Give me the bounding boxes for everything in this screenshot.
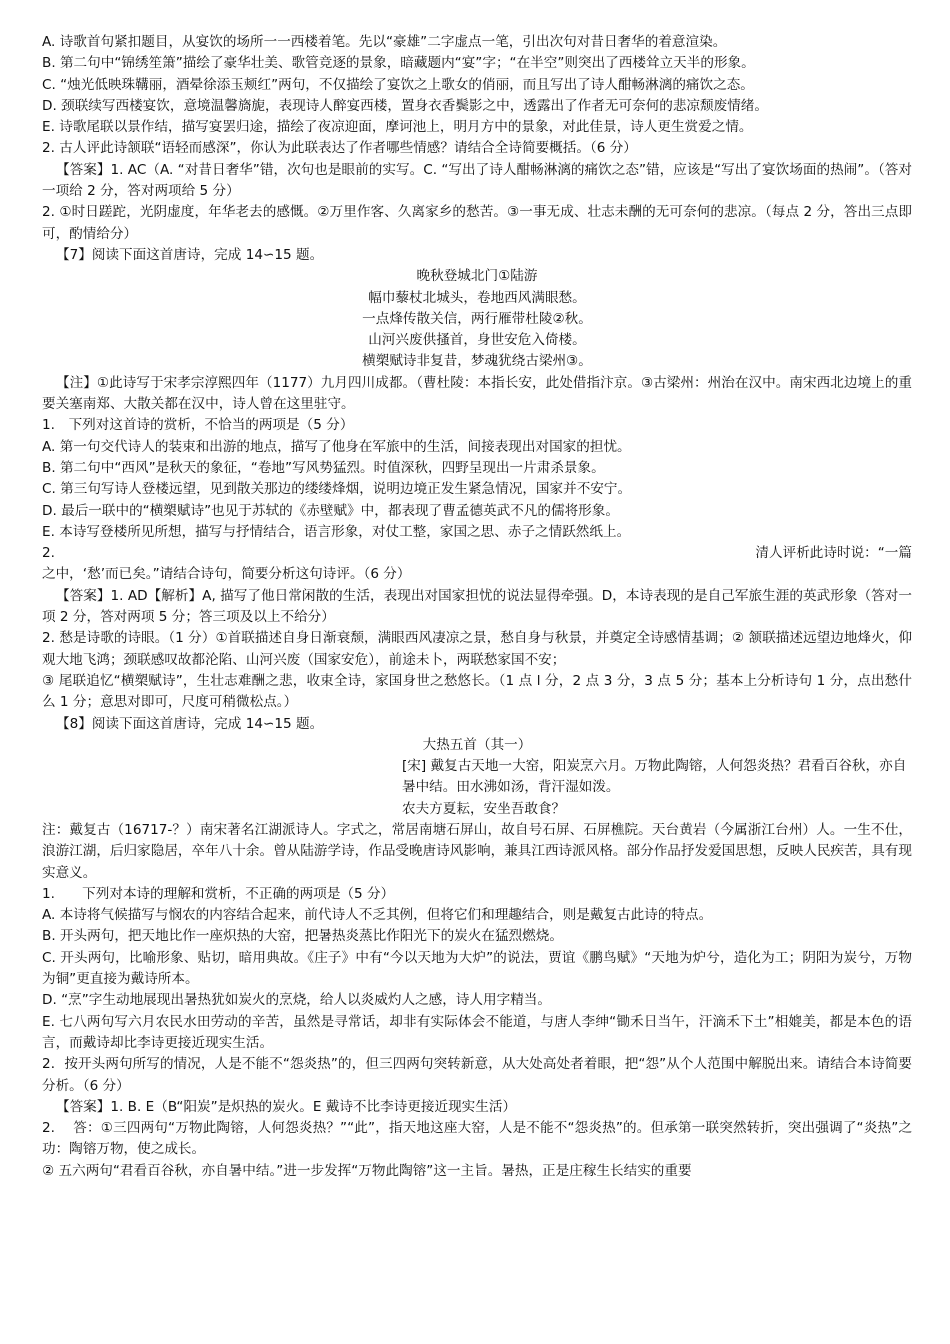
question-7-2-rest: 之中，‘愁’而已矣。”请结合诗句，简要分析这句诗评。（6 分）: [42, 566, 411, 583]
option-8-a: A. 本诗将气候描写与悯农的内容结合起来，前代诗人不乏其例，但将它们和理趣结合，则是戴复古此诗的特点。: [42, 907, 713, 924]
section-7-heading: 【7】阅读下面这首唐诗，完成 14∽15 题。: [56, 246, 324, 263]
option-a: A. 诗歌首句紧扣题目，从宴饮的场所一一西楼着笔。先以“豪雄”二字虚点一笔，引出次句对昔日奢华的着意渲染。: [42, 34, 727, 50]
poem-7-line-4: 横槊赋诗非复昔，梦魂犹绕古梁州③。: [362, 353, 592, 370]
poem-8-last-line: 农夫方夏耘，安坐吾敢食？: [402, 800, 566, 817]
option-7-d: D. 最后一联中的“横槊赋诗”也见于苏轼的《赤壁赋》中，都表现了曹孟德英武不凡的儒将形象。: [42, 502, 619, 519]
answer-8-2: 2. 答：①三四两句“万物此陶镕，人何怨炎热？”“此”，指天地这座大窑，人是不能不“怨炎热”的。但承第一联突然转折，突出强调了“炎热”之功：陶镕万物，使之成长。: [42, 1120, 912, 1158]
option-e: E. 诗歌尾联以景作结，描写宴罢归途，描绘了夜凉迎面，摩诃池上，明月方中的景象，对此佳景，诗人更生赏爱之情。: [42, 119, 753, 136]
answer-8-1: 【答案】1. B. E（B“阳炭”是炽热的炭火。E 戴诗不比李诗更接近现实生活）: [56, 1098, 517, 1115]
poem-7-notes: 【注】①此诗写于宋孝宗淳熙四年（1177）九月四川成都。（曹杜陵：本指长安，此处借指汴京。③古梁州：州治在汉中。南宋西北边境上的重要关塞南郑、大散关都在汉中，诗人曾在这里驻守。: [42, 374, 912, 413]
section-8-heading: 【8】阅读下面这首唐诗，完成 14∽15 题。: [56, 715, 324, 732]
poem-8-body: [宋] 戴复古天地一大窑，阳炭烹六月。万物此陶镕，人何怨炎热？君看百谷秋，亦自暑中结。田水沸如汤，背汗湿如泼。: [402, 758, 907, 796]
poem-7-title: 晚秋登城北门①陆游: [416, 268, 538, 285]
answer-7-2-cont: ③ 尾联追忆“横槊赋诗”，生壮志难酬之悲，收束全诗，家国身世之愁悠长。（1 点 l 分，2 点 3 分，3 点 5 分；基本上分析诗句 1 分，点出愁什么 1 分；意思对即可，尺度可稍微松点。）: [42, 672, 912, 711]
poem-8-title: 大热五首（其一）: [422, 736, 532, 753]
answer-8-2-cont: ② 五六两句“君看百谷秋，亦自暑中结。”进一步发挥“万物此陶镕”这一主旨。暑热，正是庄稼生长结实的重要: [42, 1162, 692, 1179]
option-8-e: E. 七八两句写六月农民水田劳动的辛苦，虽然是寻常话，却非有实际体会不能道，与唐人李绅“锄禾日当午，汗滴禾下土”相媲美，都是本色的语言，而戴诗却比李诗更接近现实生活。: [42, 1013, 912, 1051]
question-8-1: 1. 下列对本诗的理解和赏析，不正确的两项是（5 分）: [42, 885, 395, 902]
option-7-e: E. 本诗写登楼所见所想，描写与抒情结合，语言形象，对仗工整，家国之思、赤子之情跃然纸上。: [42, 523, 631, 540]
option-8-b: B. 开头两句，把天地比作一座炽热的大窑，把暑热炎蒸比作阳光下的炭火在猛烈燃烧。: [42, 928, 563, 945]
answer-block: 【答案】1. AC（A. “对昔日奢华”错，次句也是眼前的实写。C. “写出了诗人酣畅淋漓的痛饮之态”错，应该是“写出了宴饮场面的热闹”。（答对一项给 2 分，答对两项给 5 分）: [42, 161, 912, 200]
poem-7-line-3: 山河兴废供搔首，身世安危入倚楼。: [368, 332, 586, 349]
answer-7-1: 【答案】1. AD【解析】A, 描写了他日常闲散的生活，表现出对国家担忧的说法显得牵强。D，本诗表现的是自己军旅生涯的英武形象（答对一项 2 分，答对两项 5 分；答三项及以上不给分）: [42, 587, 912, 626]
option-8-d: D. “烹”字生动地展现出暑热犹如炭火的烹烧，给人以炎威灼人之感，诗人用字精当。: [42, 992, 551, 1009]
question-8-2: 2．按开头两句所写的情况，人是不能不“怨炎热”的，但三四两句突转新意，从大处高处者着眼，把“怨”从个人范围中解脱出来。请结合本诗简要分析。（6 分）: [42, 1056, 912, 1094]
question-2: 2. 古人评此诗颔联“语轻而感深”，你认为此联表达了作者哪些情感？请结合全诗简要概括。（6 分）: [42, 140, 637, 157]
poem-8-note: 注：戴复古（16717-？）南宋著名江湖派诗人。字式之，常居南塘石屏山，故自号石屏、石屏樵院。天台黄岩（今属浙江台州）人。一生不仕，浪游江湖，后归家隐居，卒年八十余。曾从陆游学诗，作品受晚唐诗风影响，兼具江西诗派风格。部分作品抒发爱国思想，反映人民疾苦，具有现实意义。: [42, 821, 912, 881]
question-7-2-number: 2.: [42, 545, 55, 562]
option-7-a: A. 第一句交代诗人的装束和出游的地点，描写了他身在军旅中的生活，间接表现出对国家的担忧。: [42, 438, 631, 455]
option-b: B. 第二句中“锦绣笙箫”描绘了豪华壮美、歌管竞逐的景象，暗藏题内“宴”字；“在半空”则突出了西楼耸立天半的形象。: [42, 55, 755, 72]
option-7-b: B. 第二句中“西风”是秋天的象征，“卷地”写风势猛烈。时值深秋，四野呈现出一片肃杀景象。: [42, 459, 605, 476]
option-8-c: C. 开头两句，比喻形象、贴切，暗用典故。《庄子》中有“今以天地为大炉”的说法，贾谊《鹏鸟赋》“天地为炉兮，造化为工；阴阳为炭兮，万物为铜”更直接为戴诗所本。: [42, 949, 912, 988]
question-7-2: [42, 543, 912, 564]
question-7-2-start: 清人评析此诗时说：“一篇: [755, 545, 912, 562]
answer-7-2: 2. 愁是诗歌的诗眼。（1 分）①首联描述自身日渐衰颓，满眼西风凄凉之景，愁自身与秋景，并奠定全诗感情基调；② 颔联描述远望边地烽火，仰观大地飞鸿；颈联感叹故都沦陷、山河兴废（国家安危），前途未卜，两联愁家国不安；: [42, 630, 912, 668]
option-d: D. 颈联续写西楼宴饮，意境温馨旖旎，表现诗人醉宴西楼，置身衣香鬓影之中，透露出了作者无可奈何的悲凉颓废情绪。: [42, 97, 768, 114]
option-c: C. “烛光低映珠鞲丽，酒晕徐添玉颊红”两句，不仅描绘了宴饮之上歌女的俏丽，而且写出了诗人酣畅淋漓的痛饮之态。: [42, 76, 754, 93]
poem-7-line-2: 一点烽传散关信，两行雁带杜陵②秋。: [362, 310, 592, 327]
option-7-c: C. 第三句写诗人登楼远望，见到散关那边的缕缕烽烟，说明边境正发生紧急情况，国家并不安宁。: [42, 481, 632, 498]
poem-7-line-1: 幅巾藜杖北城头，卷地西风满眼愁。: [368, 289, 586, 306]
answer-2: 2. ①时日蹉跎，光阴虚度，年华老去的感慨。②万里作客、久离家乡的愁苦。③一事无成、壮志未酬的无可奈何的悲凉。（每点 2 分，答出三点即可，酌情给分）: [42, 204, 912, 242]
question-7-1: 1. 下列对这首诗的赏析，不恰当的两项是（5 分）: [42, 417, 354, 434]
